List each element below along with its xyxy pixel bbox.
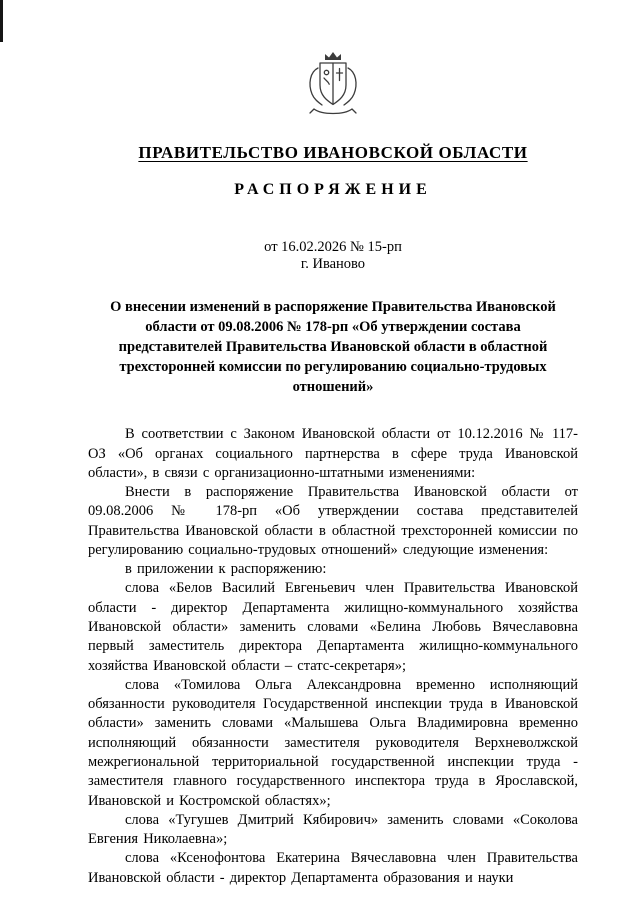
coat-of-arms-icon	[88, 50, 578, 127]
subject-heading: О внесении изменений в распоряжение Правительства Ивановской области от 09.08.2006 № 178-рп «Об утверждении состава представителей Правительства Ивановской области в областной трехсторонней комиссии по регулированию социально-трудовых отношений»	[110, 299, 556, 396]
org-title: ПРАВИТЕЛЬСТВО ИВАНОВСКОЙ ОБЛАСТИ	[138, 143, 528, 162]
paragraph-change-4: слова «Ксенофонтова Екатерина Вячеславовна член Правительства Ивановской области - директор Департамента образования и науки	[88, 850, 578, 886]
date-number-line: от 16.02.2026 № 15-рп	[264, 239, 402, 255]
document-body	[88, 425, 578, 888]
paragraph-annex: в приложении к распоряжению:	[125, 561, 327, 578]
city-line: г. Иваново	[300, 256, 366, 273]
doc-type-heading: РАСПОРЯЖЕНИЕ	[234, 181, 432, 198]
paragraph-change-2: слова «Томилова Ольга Александровна временно исполняющий обязанности руководителя Государственной инспекции труда в Ивановской области» заменить словами «Малышева Ольга Владимировна временно исполняющий обязанности заместителя руководителя Верхневолжской межрегиональной территориальной государственной инспекции труда - заместителя главного государственного инспектора труда в Ярославской, Ивановской и Костромской областях»;	[88, 676, 578, 809]
scan-artifact	[0, 0, 3, 42]
paragraph-change-1: слова «Белов Василий Евгеньевич член Правительства Ивановской области - директор Департамента жилищно-коммунального хозяйства Ивановской области» заменить словами «Белина Любовь Вячеславовна первый заместитель директора Департамента жилищно-коммунального хозяйства Ивановской области – статс-секретаря»;	[88, 580, 578, 674]
paragraph-intro: В соответствии с Законом Ивановской области от 10.12.2016 № 117-ОЗ «Об органах социального партнерства в сфере труда Ивановской области», в связи с организационно-штатными изменениями:	[88, 426, 578, 481]
paragraph-directive: Внести в распоряжение Правительства Ивановской области от 09.08.2006 № 178-рп «Об утверждении состава представителей Правительства Ивановской области в областной трехсторонней комиссии по регулированию социально-трудовых отношений» следующие изменения:	[88, 484, 578, 558]
paragraph-change-3: слова «Тугушев Дмитрий Кябирович» заменить словами «Соколова Евгения Николаевна»;	[88, 811, 578, 848]
